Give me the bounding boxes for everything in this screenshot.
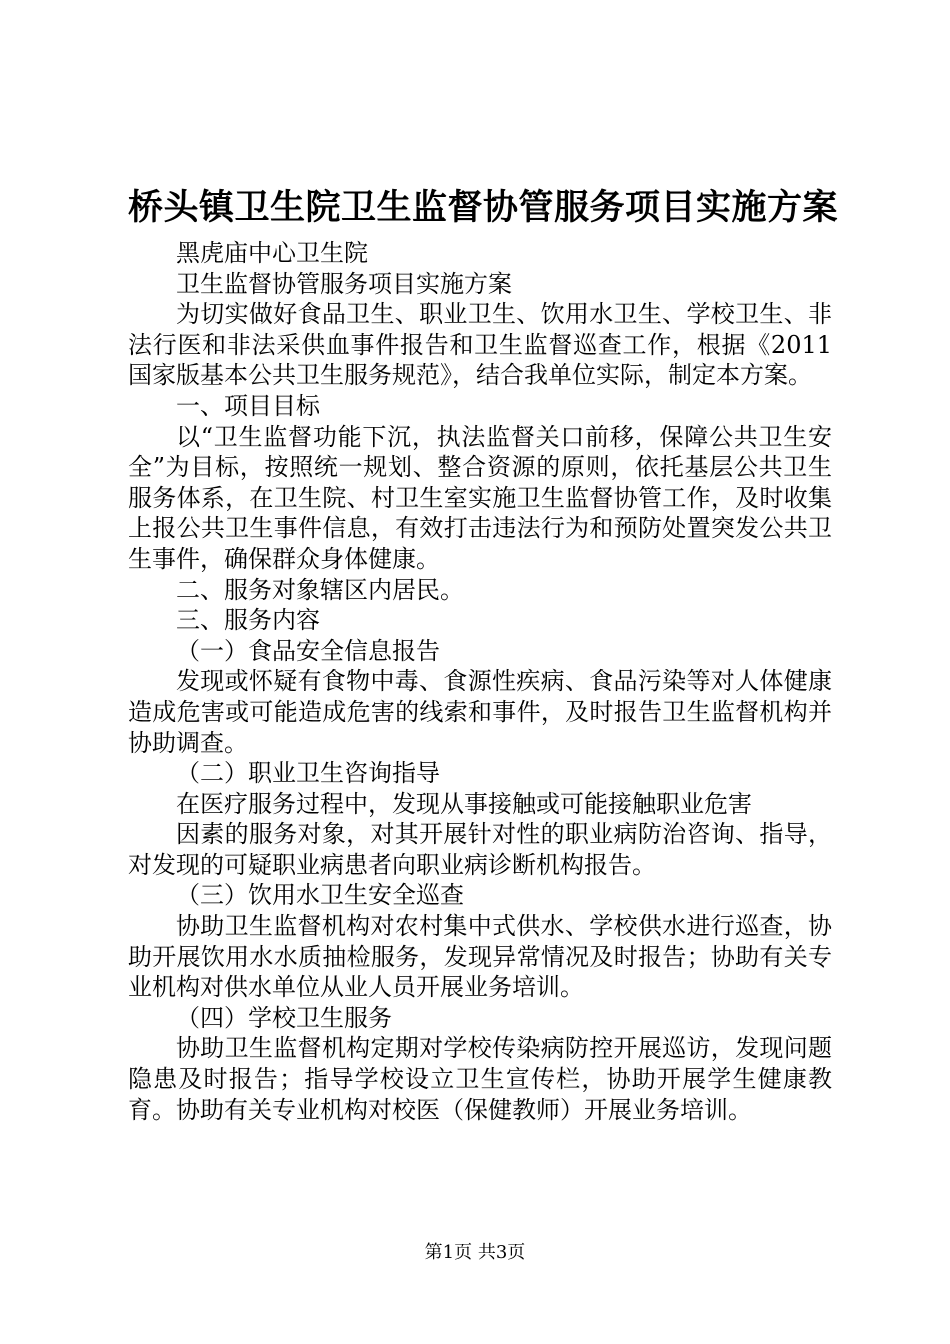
paragraph: 二、服务对象辖区内居民。 xyxy=(176,575,464,604)
paragraph: 为切实做好食品卫生、职业卫生、饮用水卫生、学校卫生、非法行医和非法采供血事件报告和卫生监督巡查工作，根据《2011国家版基本公共卫生服务规范》，结合我单位实际，制定本方案。 xyxy=(128,300,832,390)
paragraph: 黑虎庙中心卫生院 xyxy=(176,239,368,267)
paragraph: 以“卫生监督功能下沉，执法监督关口前移，保障公共卫生安全”为目标，按照统一规划、整合资源的原则，依托基层公共卫生服务体系，在卫生院、村卫生室实施卫生监督协管工作，及时收集上报公共卫生事件信息，有效打击违法行为和预防处置突发公共卫生事件，确保群众身体健康。 xyxy=(128,422,832,573)
paragraph: 因素的服务对象，对其开展针对性的职业病防治咨询、指导，对发现的可疑职业病患者向职业病诊断机构报告。 xyxy=(128,820,832,879)
document-paragraphs xyxy=(128,238,832,1125)
document-body xyxy=(128,180,839,1125)
page-footer: 第1页 共3页 xyxy=(424,1242,526,1263)
paragraph: （三）饮用水卫生安全巡查 xyxy=(176,881,464,910)
paragraph: （四）学校卫生服务 xyxy=(176,1003,392,1032)
document-title: 桥头镇卫生院卫生监督协管服务项目实施方案 xyxy=(128,187,839,228)
paragraph: 发现或怀疑有食物中毒、食源性疾病、食品污染等对人体健康造成危害或可能造成危害的线索和事件，及时报告卫生监督机构并协助调查。 xyxy=(128,667,832,757)
paragraph: 协助卫生监督机构定期对学校传染病防控开展巡访，发现问题隐患及时报告；指导学校设立卫生宣传栏，协助开展学生健康教育。协助有关专业机构对校医（保健教师）开展业务培训。 xyxy=(128,1034,832,1124)
paragraph: 卫生监督协管服务项目实施方案 xyxy=(176,269,512,298)
paragraph: （二）职业卫生咨询指导 xyxy=(176,759,440,788)
paragraph: 协助卫生监督机构对农村集中式供水、学校供水进行巡查，协助开展饮用水水质抽检服务，发现异常情况及时报告；协助有关专业机构对供水单位从业人员开展业务培训。 xyxy=(128,912,832,1002)
paragraph: （一）食品安全信息报告 xyxy=(176,636,440,665)
paragraph: 在医疗服务过程中，发现从事接触或可能接触职业危害 xyxy=(176,789,752,818)
paragraph: 三、服务内容 xyxy=(176,606,320,635)
paragraph: 一、项目目标 xyxy=(176,391,320,420)
